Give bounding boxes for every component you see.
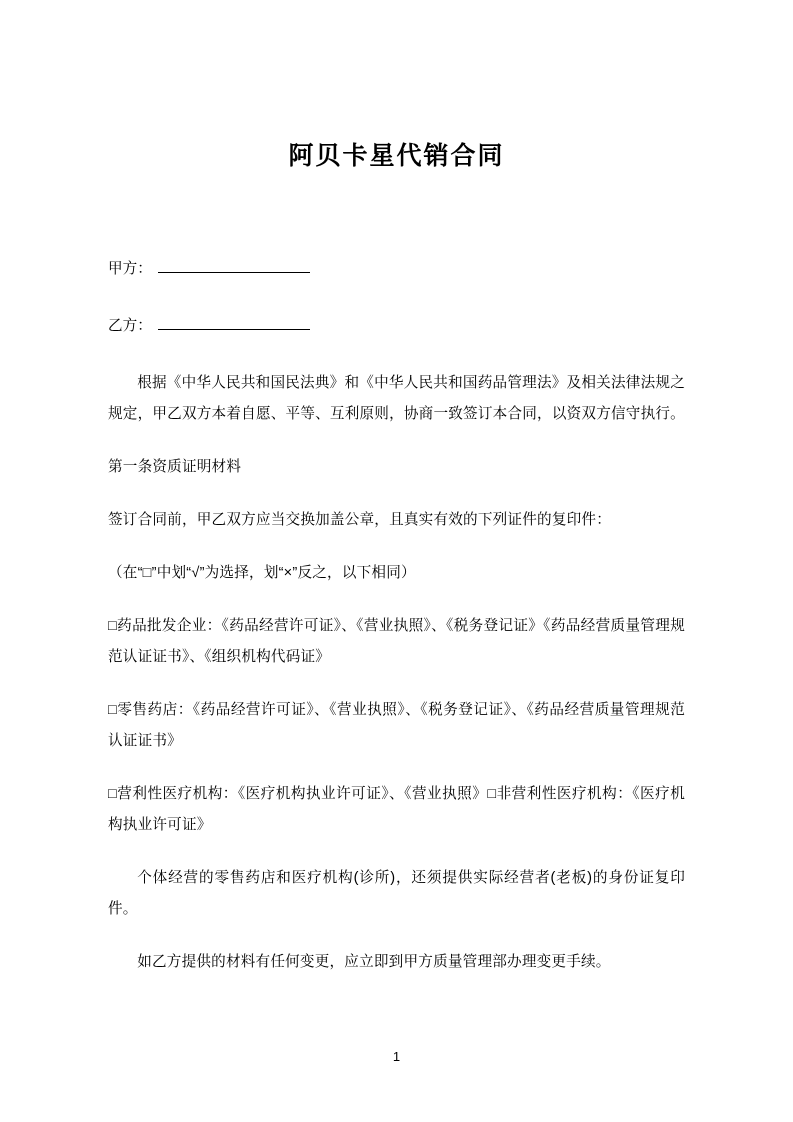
paragraph-article-1-4-retail: □零售药店：《药品经营许可证》、《营业执照》、《税务登记证》、《药品经营质量管理规范认证证书》 xyxy=(108,702,685,749)
party-b-blank[interactable] xyxy=(158,315,310,330)
party-line-a xyxy=(108,254,685,285)
page-title: 阿贝卡星代销合同 xyxy=(288,142,505,170)
party-line-b xyxy=(108,311,685,342)
party-b-label: 乙方： xyxy=(108,318,152,334)
paragraph-article-1-1: 签订合同前，甲乙双方应当交换加盖公章，且真实有效的下列证件的复印件： xyxy=(108,512,611,528)
paragraph-article-1-5-medical: □营利性医疗机构：《医疗机构执业许可证》、《营业执照》□非营利性医疗机构：《医疗机构执业许可证》 xyxy=(108,786,685,833)
paragraph-article-1-2: （在“□”中划“√”为选择，划“×”反之，以下相同） xyxy=(108,565,416,581)
paragraph-article-1-6: 个体经营的零售药店和医疗机构(诊所)，还须提供实际经营者(老板)的身份证复印件。 xyxy=(108,870,685,917)
paragraph-preamble: 根据《中华人民共和国民法典》和《中华人民共和国药品管理法》及相关法律法规之规定，甲乙双方本着自愿、平等、互利原则，协商一致签订本合同，以资双方信守执行。 xyxy=(108,375,685,422)
party-a-blank[interactable] xyxy=(158,258,310,273)
paragraph-article-1-3-wholesale: □药品批发企业：《药品经营许可证》、《营业执照》、《税务登记证》《药品经营质量管理规范认证证书》、《组织机构代码证》 xyxy=(108,618,685,665)
paragraph-article-1-7: 如乙方提供的材料有任何变更，应立即到甲方质量管理部办理变更手续。 xyxy=(137,954,611,970)
heading-article-1: 第一条资质证明材料 xyxy=(108,459,242,475)
document-body xyxy=(108,172,685,978)
page-number: 1 xyxy=(392,1049,401,1064)
party-a-label: 甲方： xyxy=(108,261,152,277)
